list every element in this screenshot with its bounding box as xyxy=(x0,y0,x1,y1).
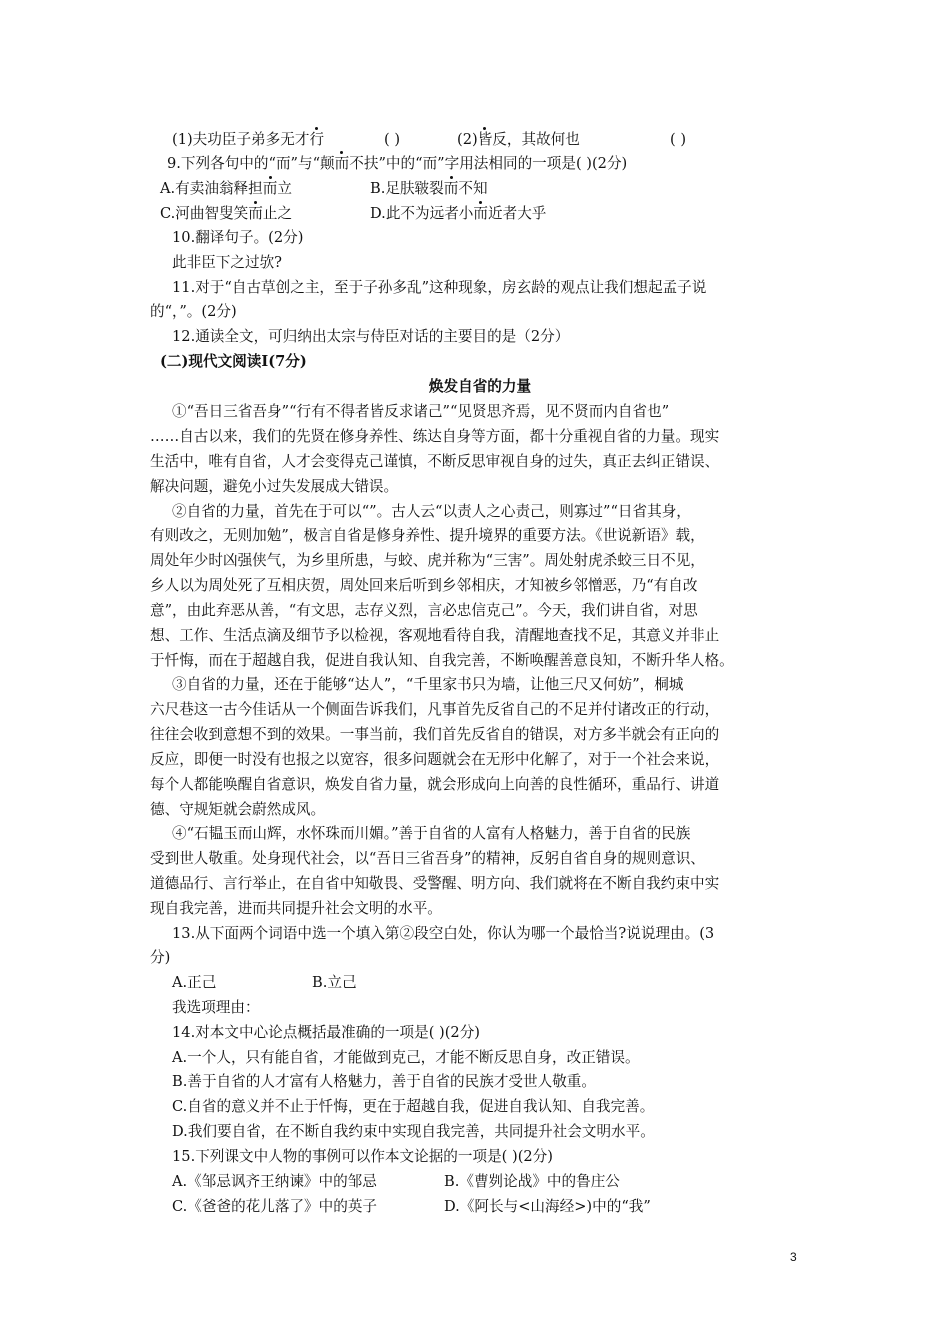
q9-stem-dotted-char: 而 xyxy=(334,155,350,172)
q9-stem-pre: 9.下列各句中的“而”与“颠 xyxy=(167,155,335,172)
q9-option-d-post: 近者大乎 xyxy=(488,205,547,222)
passage-line: 于忏悔，而在于超越自我，促进自我认知、自我完善，不断唤醒善意良知，不断升华人格。 xyxy=(150,652,734,669)
q9-option-c-pre: C.河曲智叟笑 xyxy=(160,205,249,222)
passage-line: 道德品行、言行举止，在自省中知敬畏、受警醒、明方向、我们就将在不断自我约束中实 xyxy=(150,875,720,892)
q15-option-a: A.《邹忌讽齐王纳谏》中的邹忌 xyxy=(172,1173,377,1190)
q9-stem-post: 不扶”中的“而”字用法相同的一项是( )(2分) xyxy=(349,155,628,172)
q9-options-ab xyxy=(160,177,842,201)
q14-stem: 14.对本文中心论点概括最准确的一项是( )(2分) xyxy=(172,1024,481,1041)
q15-option-c: C.《爸爸的花儿落了》中的英子 xyxy=(172,1198,378,1215)
q9-stem xyxy=(167,152,837,176)
q13-line-2: 分) xyxy=(150,949,171,966)
q9-option-b-dotted-char: 而 xyxy=(443,180,459,197)
q9-option-b-pre: B.足肤皲裂 xyxy=(370,180,444,197)
q14-option-a: A.一个人，只有能自省，才能做到克己，才能不断反思自身，改正错误。 xyxy=(172,1049,640,1066)
q9-option-a-dotted-char: 而 xyxy=(262,180,278,197)
q13-line-1: 13.从下面两个词语中选一个填入第②段空白处，你认为哪一个最恰当?说说理由。(3 xyxy=(172,925,715,942)
q9-option-c-post: 止之 xyxy=(262,205,293,222)
q14-option-b: B.善于自省的人才富有人格魅力，善于自省的民族才受世人敬重。 xyxy=(172,1073,596,1090)
passage-line: 生活中，唯有自省，人才会变得克己谨慎，不断反思审视自身的过失，真正去纠正错误、 xyxy=(150,453,720,470)
q8-item-2-blank: ( ) xyxy=(670,131,687,148)
passage-line: 往往会收到意想不到的效果。一事当前，我们首先反省自的错误，对方多半就会有正向的 xyxy=(150,726,720,743)
passage-line: 每个人都能唤醒自省意识，焕发自省力量，就会形成向上向善的良性循环，重品行、讲道 xyxy=(150,776,720,793)
q12-stem: 12.通读全文，可归纳出太宗与侍臣对话的主要目的是（2分） xyxy=(172,328,570,345)
q15-stem: 15.下列课文中人物的事例可以作本文论据的一项是( )(2分) xyxy=(172,1148,553,1165)
passage-line: ①“吾日三省吾身”“行有不得者皆反求诸己”“见贤思齐焉，见不贤而内自省也” xyxy=(172,403,670,420)
passage-line: 有则改之，无则加勉”，极言自省是修身养性、提升境界的重要方法。《世说新语》载， xyxy=(150,527,705,544)
q15-option-d: D.《阿长与<山海经>)中的“我” xyxy=(444,1198,651,1215)
passage-line: ②自省的力量，首先在于可以“”。古人云“以责人之心责己，则寡过”“日省其身， xyxy=(172,503,691,520)
passage-line: 周处年少时凶强侠气，为乡里所患，与蛟、虎并称为“三害”。周处射虎杀蛟三日不见， xyxy=(150,552,705,569)
passage-line: 想、工作、生活点滴及细节予以检视，客观地看待自我，清醒地查找不足，其意义并非止 xyxy=(150,627,720,644)
passage-line: 受到世人敬重。处身现代社会，以“吾日三省吾身”的精神，反躬自省自身的规则意识、 xyxy=(150,850,705,867)
q14-option-d: D.我们要自省，在不断自我约束中实现自我完善，共同提升社会文明水平。 xyxy=(172,1123,655,1140)
q8-item-1-text: (1)夫功臣子弟多无才 xyxy=(172,131,310,148)
q15-options-cd xyxy=(172,1195,842,1219)
q13-option-b: B.立己 xyxy=(312,974,357,991)
page-number: 3 xyxy=(790,1250,797,1264)
q9-option-c-dotted-char: 而 xyxy=(248,205,263,222)
q9-option-d-pre: D.此不为远者小 xyxy=(370,205,474,222)
q13-options xyxy=(172,971,842,995)
passage-line: ……自古以来，我们的先贤在修身养性、练达自身等方面，都十分重视自省的力量。现实 xyxy=(150,428,720,445)
q8-items-line xyxy=(172,128,842,152)
q11-line-1: 11.对于“自古草创之主，至于子孙多乱”这种现象，房玄龄的观点让我们想起孟子说 xyxy=(172,279,707,296)
passage-line: 乡人以为周处死了互相庆贺，周处回来后听到乡邻相庆，才知被乡邻憎恶，乃“有自改 xyxy=(150,577,698,594)
q9-option-b-post: 不知 xyxy=(458,180,488,197)
passage-line: 六尺巷这一古今佳话从一个侧面告诉我们，凡事首先反省自己的不足并付诸改正的行动， xyxy=(150,701,720,718)
passage-line: ④“石韫玉而山辉，水怀珠而川媚。”善于自省的人富有人格魅力，善于自省的民族 xyxy=(172,825,691,842)
q8-item-2-dotted-char: 皆 xyxy=(477,131,493,148)
passage-line: 意”，由此弃恶从善，“有文思，志存义烈，言必忠信克己”。今天，我们讲自省，对思 xyxy=(150,602,698,619)
q9-option-a-post: 立 xyxy=(277,180,292,197)
q13-option-a: A.正己 xyxy=(172,974,217,991)
q9-option-a-pre: A.有卖油翁释担 xyxy=(160,180,263,197)
q8-item-1-dotted-char: 行 xyxy=(309,131,325,148)
q8-item-2-text: 反，其故何也 xyxy=(492,131,580,148)
passage-line: 德、守规矩就会蔚然成风。 xyxy=(150,801,326,818)
passage-title: 焕发自省的力量 xyxy=(428,378,532,395)
q10-sentence: 此非臣下之过欤? xyxy=(172,254,282,271)
passage-line: ③自省的力量，还在于能够“达人”，“千里家书只为墙，让他三尺又何妨”，桐城 xyxy=(172,676,684,693)
section-heading: (二)现代文阅读Ⅰ(7分) xyxy=(160,353,307,370)
q14-option-c: C.自省的意义并不止于忏悔，更在于超越自我，促进自我认知、自我完善。 xyxy=(172,1098,655,1115)
q9-options-cd xyxy=(160,202,842,226)
q13-answer-label: 我选项理由： xyxy=(172,999,260,1016)
passage-line: 解决问题，避免小过失发展成大错误。 xyxy=(150,478,399,495)
passage-line: 现自我完善，进而共同提升社会文明的水平。 xyxy=(150,900,442,917)
q8-item-2-prefix: (2) xyxy=(457,131,478,148)
q11-line-2: 的“，”。(2分) xyxy=(150,303,237,320)
q10-stem: 10.翻译句子。(2分) xyxy=(172,229,304,246)
q9-option-d-dotted-char: 而 xyxy=(473,205,488,222)
q15-option-b: B.《曹刿论战》中的鲁庄公 xyxy=(444,1173,620,1190)
q15-options-ab xyxy=(172,1170,842,1194)
passage-line: 反应，即便一时没有也报之以宽容，很多问题就会在无形中化解了，对于一个社会来说， xyxy=(150,751,720,768)
q8-item-1-blank: ( ) xyxy=(384,131,401,148)
